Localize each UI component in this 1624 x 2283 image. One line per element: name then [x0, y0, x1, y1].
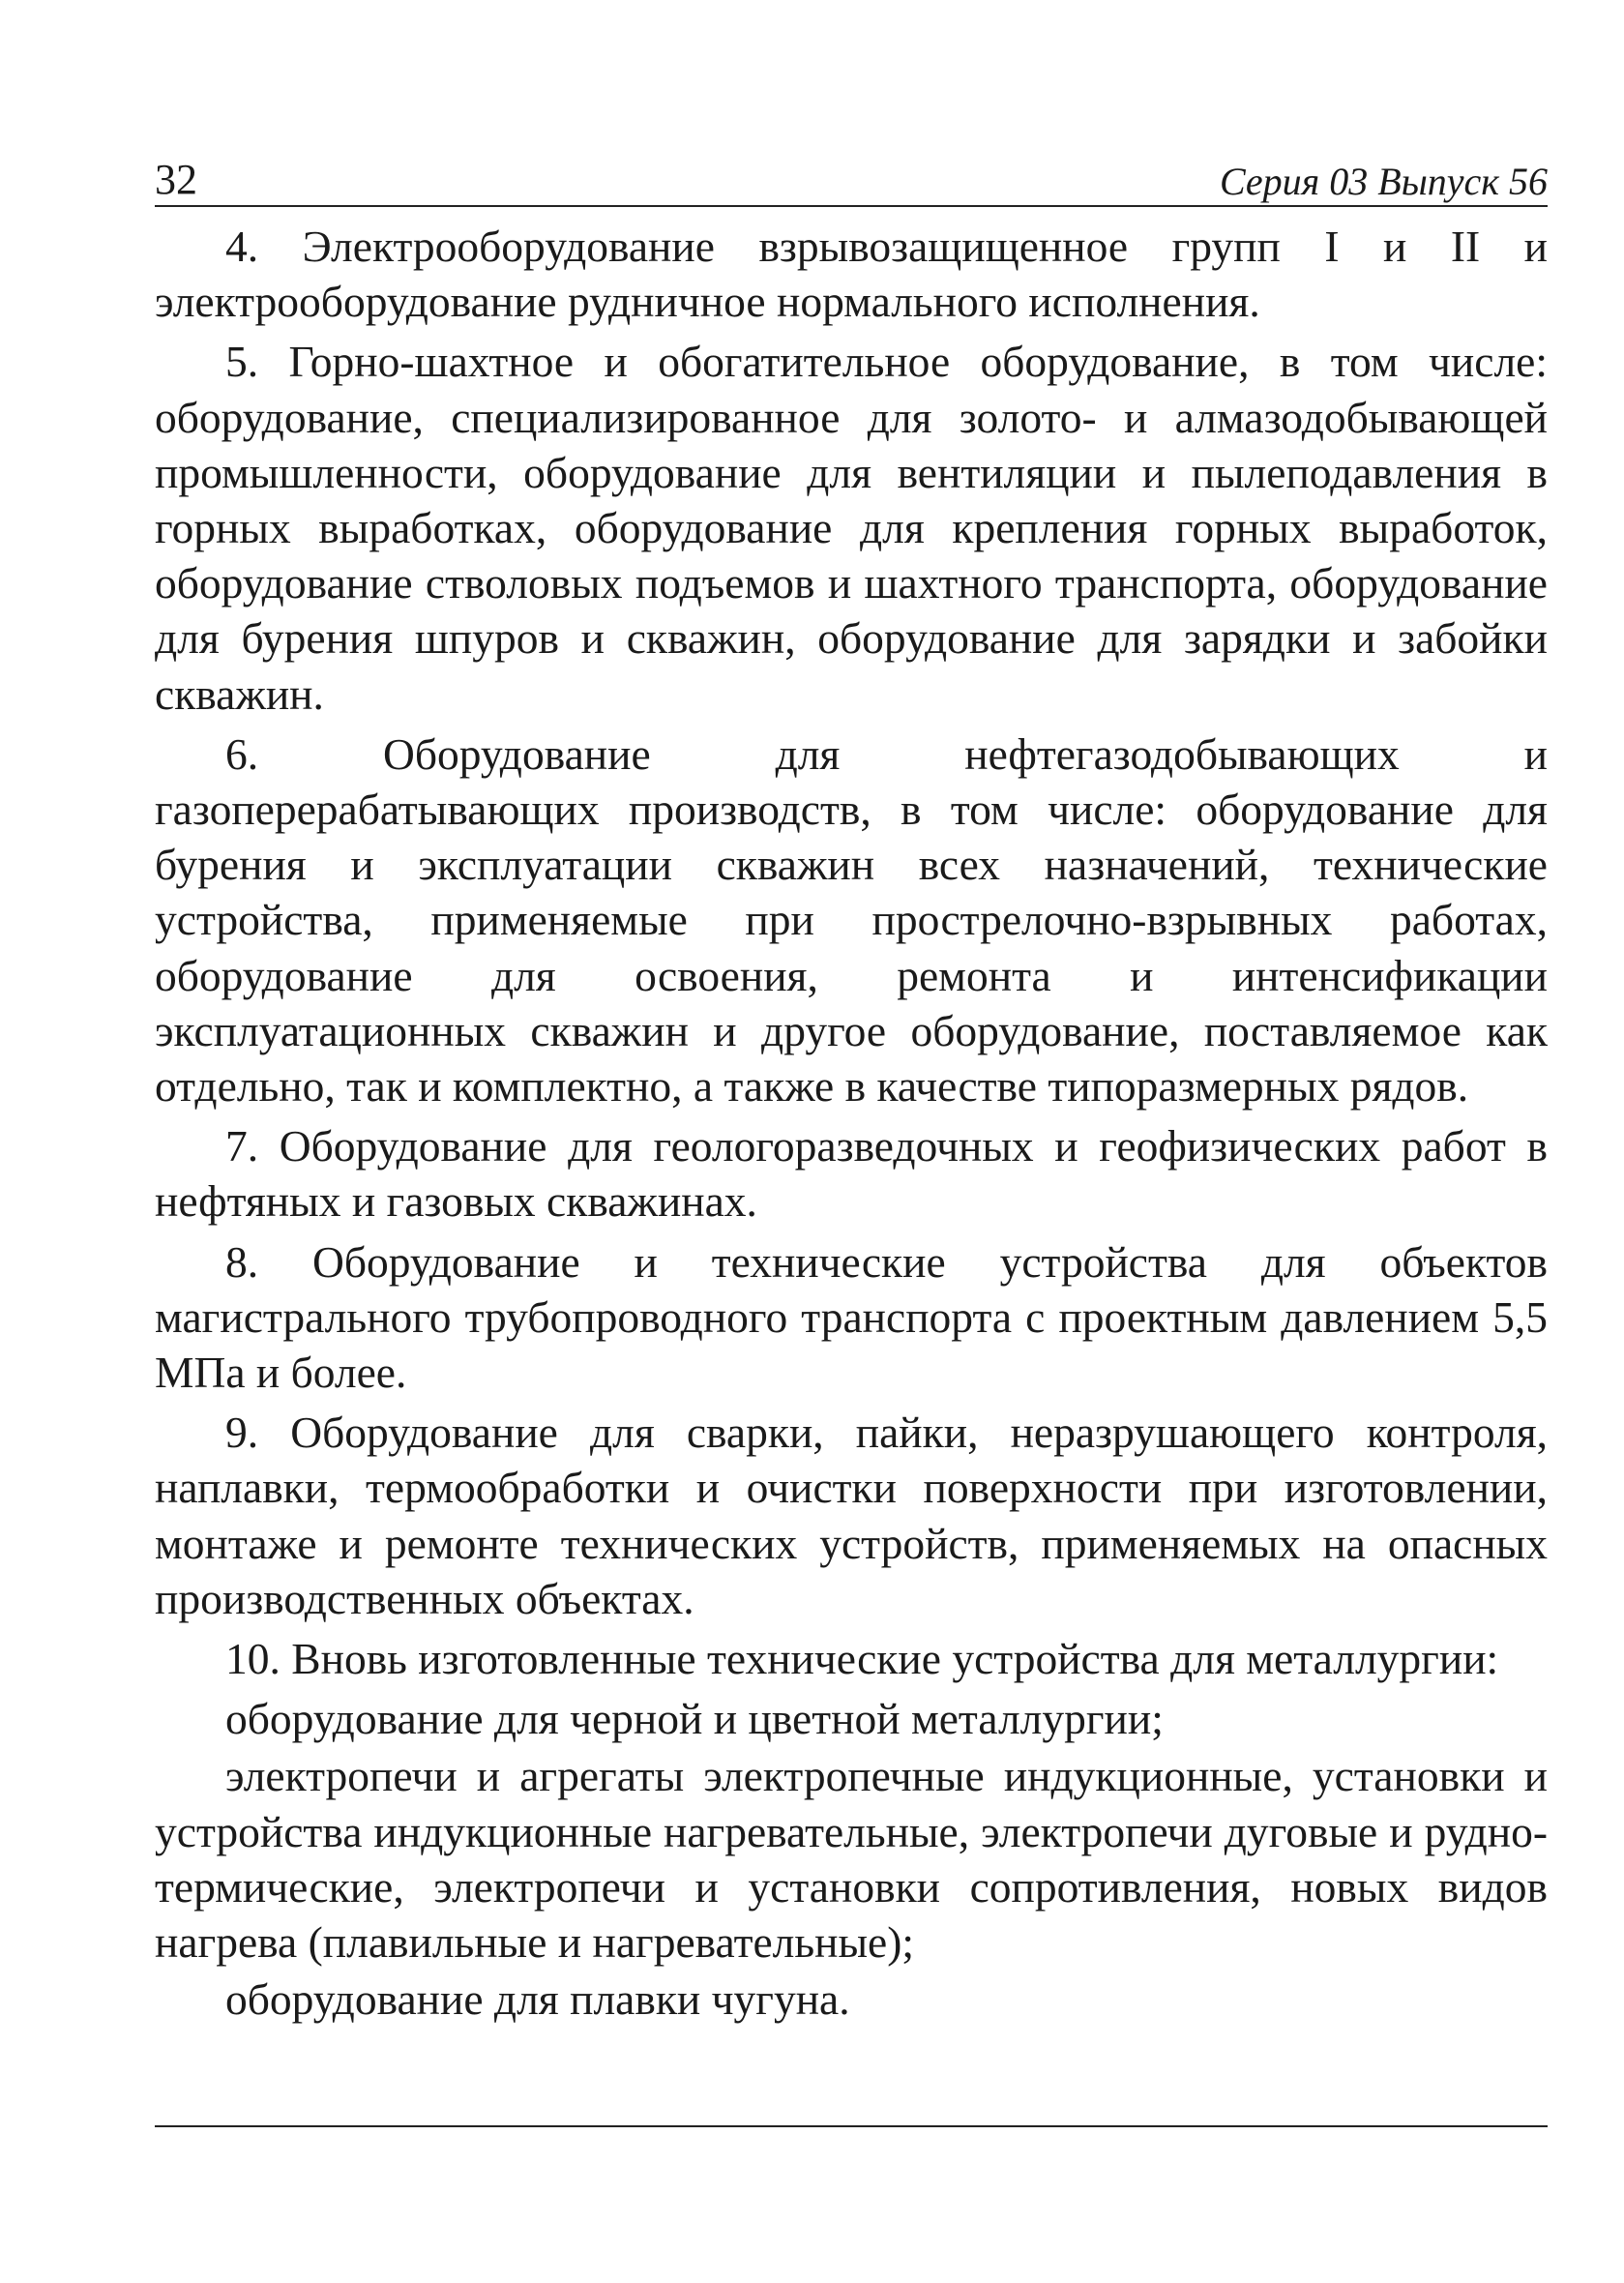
paragraph-subitem-electric-furnaces: электропечи и агрегаты электропечные индукционные, установки и устройства индукционные нагревательные, электропечи дуговые и рудно-термические, электропечи и установки сопротивления, новых видов нагрева (плавильные и нагревательные); — [155, 1751, 1548, 1968]
paragraph-subitem-metallurgy-equipment: оборудование для черной и цветной металлургии; — [225, 1694, 1164, 1744]
paragraph-item-6: 6. Оборудование для нефтегазодобывающих и газоперерабатывающих производств, в том числе: оборудование для бурения и эксплуатации скважин всех назначений, технические устройства, применяемые при прострелочно-взрывных работах, оборудование для освоения, ремонта и интенсификации эксплуатационных скважин и другое оборудование, поставляемое как отдельно, так и комплектно, а также в качестве типоразмерных рядов. — [155, 728, 1548, 1112]
paragraph-item-7: 7. Оборудование для геологоразведочных и геофизических работ в нефтяных и газовых скважинах. — [155, 1121, 1548, 1227]
paragraph-item-10: 10. Вновь изготовленные технические устройства для металлургии: — [225, 1634, 1499, 1684]
paragraph-item-5: 5. Горно-шахтное и обогатительное оборудование, в том числе: оборудование, специализированное для золото- и алмазодобывающей промышленности, оборудование для вентиляции и пылеподавления в горных выработках, оборудование для крепления горных выработок, оборудование стволовых подъемов и шахтного транспорта, оборудование для бурения шпуров и скважин, оборудование для зарядки и забойки скважин. — [155, 337, 1548, 719]
page-header — [155, 145, 1548, 207]
paragraph-item-9: 9. Оборудование для сварки, пайки, неразрушающего контроля, наплавки, термообработки и очистки поверхности при изготовлении, монтаже и ремонте технических устройств, применяемых на опасных производственных объектах. — [155, 1408, 1548, 1623]
paragraph-item-4: 4. Электрооборудование взрывозащищенное групп I и II и электрооборудование рудничное нормального исполнения. — [155, 222, 1548, 327]
paragraph-item-8: 8. Оборудование и технические устройства для объектов магистрального трубопроводного транспорта с проектным давлением 5,5 МПа и более. — [155, 1236, 1548, 1398]
footer-rule — [155, 2125, 1548, 2127]
body-text — [155, 219, 1548, 2028]
page-number: 32 — [155, 156, 197, 203]
series-title: Серия 03 Выпуск 56 — [1219, 160, 1548, 203]
document-page — [155, 145, 1548, 2177]
paragraph-subitem-cast-iron-melting: оборудование для плавки чугуна. — [225, 1974, 850, 2025]
